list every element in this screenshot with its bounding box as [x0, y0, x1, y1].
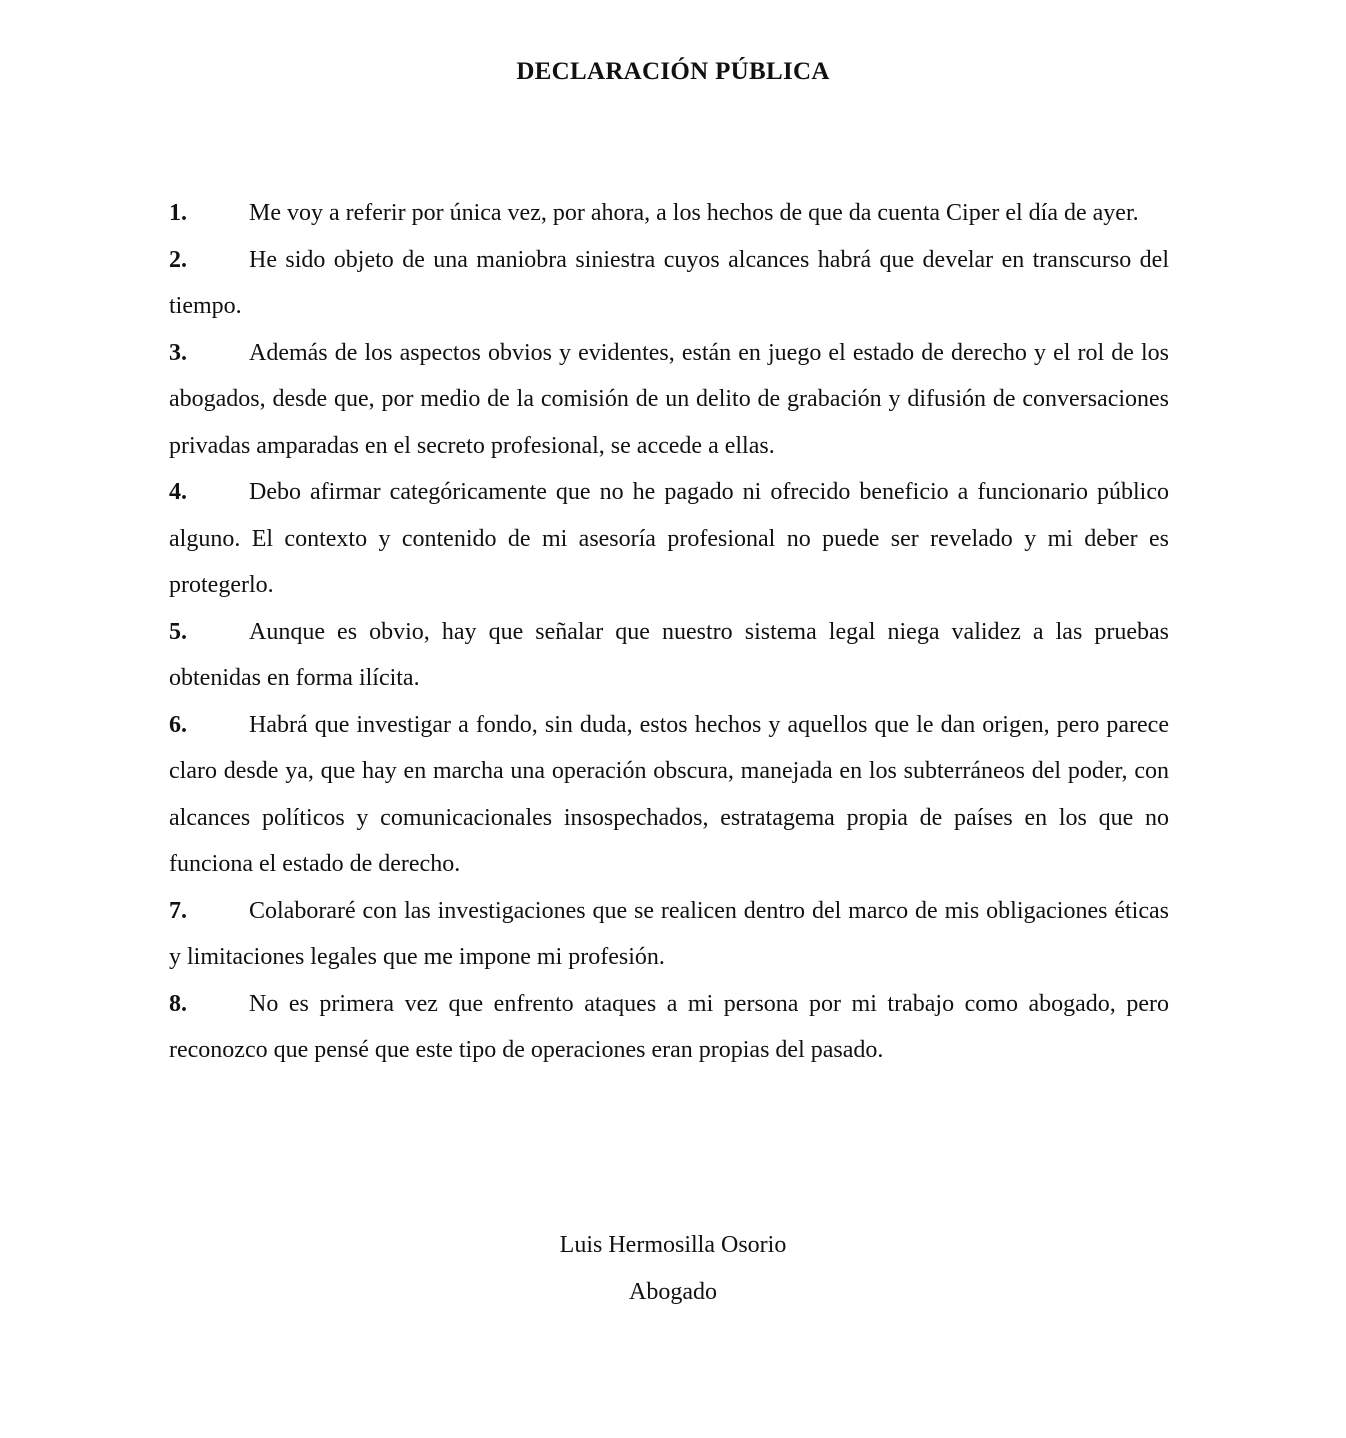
paragraph-number: 7.	[169, 897, 187, 924]
paragraph-text: Además de los aspectos obvios y evidentes, están en juego el estado de derecho y el rol de los abogados, desde que, por medio de la comisión de un delito de grabación y difusión de conversaciones privadas amparadas en el secreto profesional, se accede a ellas.	[169, 339, 1169, 459]
paragraph-1	[169, 190, 1169, 237]
signatory-name: Luis Hermosilla Osorio	[559, 1232, 787, 1258]
paragraph-4	[169, 469, 1169, 609]
paragraph-number: 2.	[169, 246, 187, 273]
paragraph-5	[169, 609, 1169, 702]
paragraph-text: Debo afirmar categóricamente que no he pagado ni ofrecido beneficio a funcionario público alguno. El contexto y contenido de mi asesoría profesional no puede ser revelado y mi deber es protegerlo.	[169, 479, 1169, 598]
paragraph-2	[169, 237, 1169, 330]
paragraph-number: 4.	[169, 479, 187, 505]
paragraph-text: No es primera vez que enfrento ataques a mi persona por mi trabajo como abogado, pero reconozco que pensé que este tipo de operaciones eran propias del pasado.	[169, 990, 1169, 1063]
paragraph-8	[169, 981, 1169, 1074]
paragraph-text: Colaboraré con las investigaciones que se realicen dentro del marco de mis obligaciones éticas y limitaciones legales que me impone mi profesión.	[169, 897, 1169, 970]
paragraph-text: Habrá que investigar a fondo, sin duda, estos hechos y aquellos que le dan origen, pero parece claro desde ya, que hay en marcha una operación obscura, manejada en los subterráneos del poder, con alcances políticos y comunicacionales insospechados, estratagema propia de países en los que no funciona el estado de derecho.	[169, 711, 1169, 877]
paragraph-number: 5.	[169, 618, 187, 645]
signatory-role: Abogado	[629, 1278, 717, 1305]
paragraph-6	[169, 702, 1169, 888]
signature-block	[0, 1222, 1346, 1315]
paragraph-number: 3.	[169, 339, 187, 366]
paragraph-text: Aunque es obvio, hay que señalar que nuestro sistema legal niega validez a las pruebas obtenidas en forma ilícita.	[169, 618, 1169, 691]
paragraph-text: He sido objeto de una maniobra siniestra cuyos alcances habrá que develar en transcurso del tiempo.	[169, 246, 1169, 319]
paragraph-number: 8.	[169, 990, 187, 1017]
paragraph-text: Me voy a referir por única vez, por ahora, a los hechos de que da cuenta Ciper el día de ayer.	[249, 200, 1139, 226]
document-title: DECLARACIÓN PÚBLICA	[516, 58, 830, 85]
paragraph-7	[169, 888, 1169, 981]
paragraph-number: 6.	[169, 711, 187, 738]
paragraph-number: 1.	[169, 200, 187, 226]
paragraph-3	[169, 330, 1169, 470]
declaration-body	[169, 190, 1169, 1074]
